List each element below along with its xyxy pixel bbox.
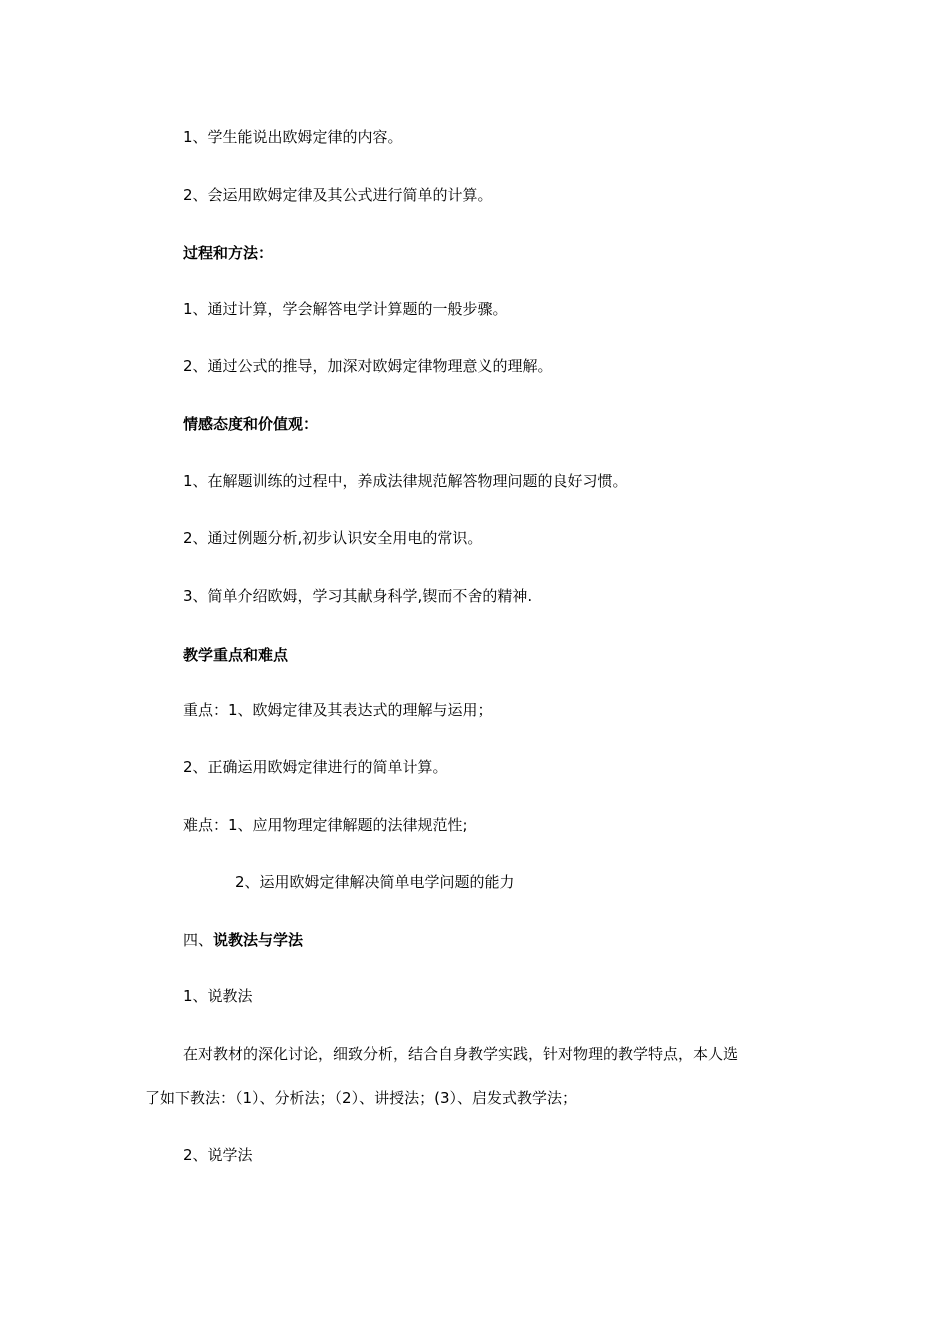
attitude-line-2: 2、通过例题分析,初步认识安全用电的常识。 [183,529,483,547]
process-method-heading: 过程和方法： [183,244,274,262]
attitude-line-3: 3、简单介绍欧姆，学习其献身科学,锲而不舍的精神. [183,587,533,605]
learning-method-heading: 2、说学法 [183,1146,253,1164]
objective-line-1: 1、学生能说出欧姆定律的内容。 [183,128,403,146]
process-line-1: 1、通过计算，学会解答电学计算题的一般步骤。 [183,300,508,318]
key-point-line-1: 重点：1、欧姆定律及其表达式的理解与运用； [183,701,493,719]
key-difficult-points-heading: 教学重点和难点 [183,646,289,664]
difficult-point-line-1: 难点：1、应用物理定律解题的法律规范性; [183,816,468,834]
teaching-method-paragraph-line-2: 了如下教法：（1）、分析法；（2）、讲授法；(3）、启发式教学法； [145,1089,577,1107]
teaching-method-paragraph-line-1: 在对教材的深化讨论，细致分析，结合自身教学实践，针对物理的教学特点，本人选 [183,1045,739,1063]
key-point-line-2: 2、正确运用欧姆定律进行的简单计算。 [183,758,448,776]
section-number: 四、 [183,931,214,949]
attitude-values-heading: 情感态度和价值观： [183,415,319,433]
section-title: 说教法与学法 [213,931,304,949]
attitude-line-1: 1、在解题训练的过程中，养成法律规范解答物理问题的良好习惯。 [183,472,628,490]
process-line-2: 2、通过公式的推导，加深对欧姆定律物理意义的理解。 [183,357,553,375]
teaching-method-heading: 1、说教法 [183,987,253,1005]
objective-line-2: 2、会运用欧姆定律及其公式进行简单的计算。 [183,186,493,204]
difficult-point-line-2: 2、运用欧姆定律解决简单电学问题的能力 [235,873,515,891]
section-four-heading [183,930,303,950]
